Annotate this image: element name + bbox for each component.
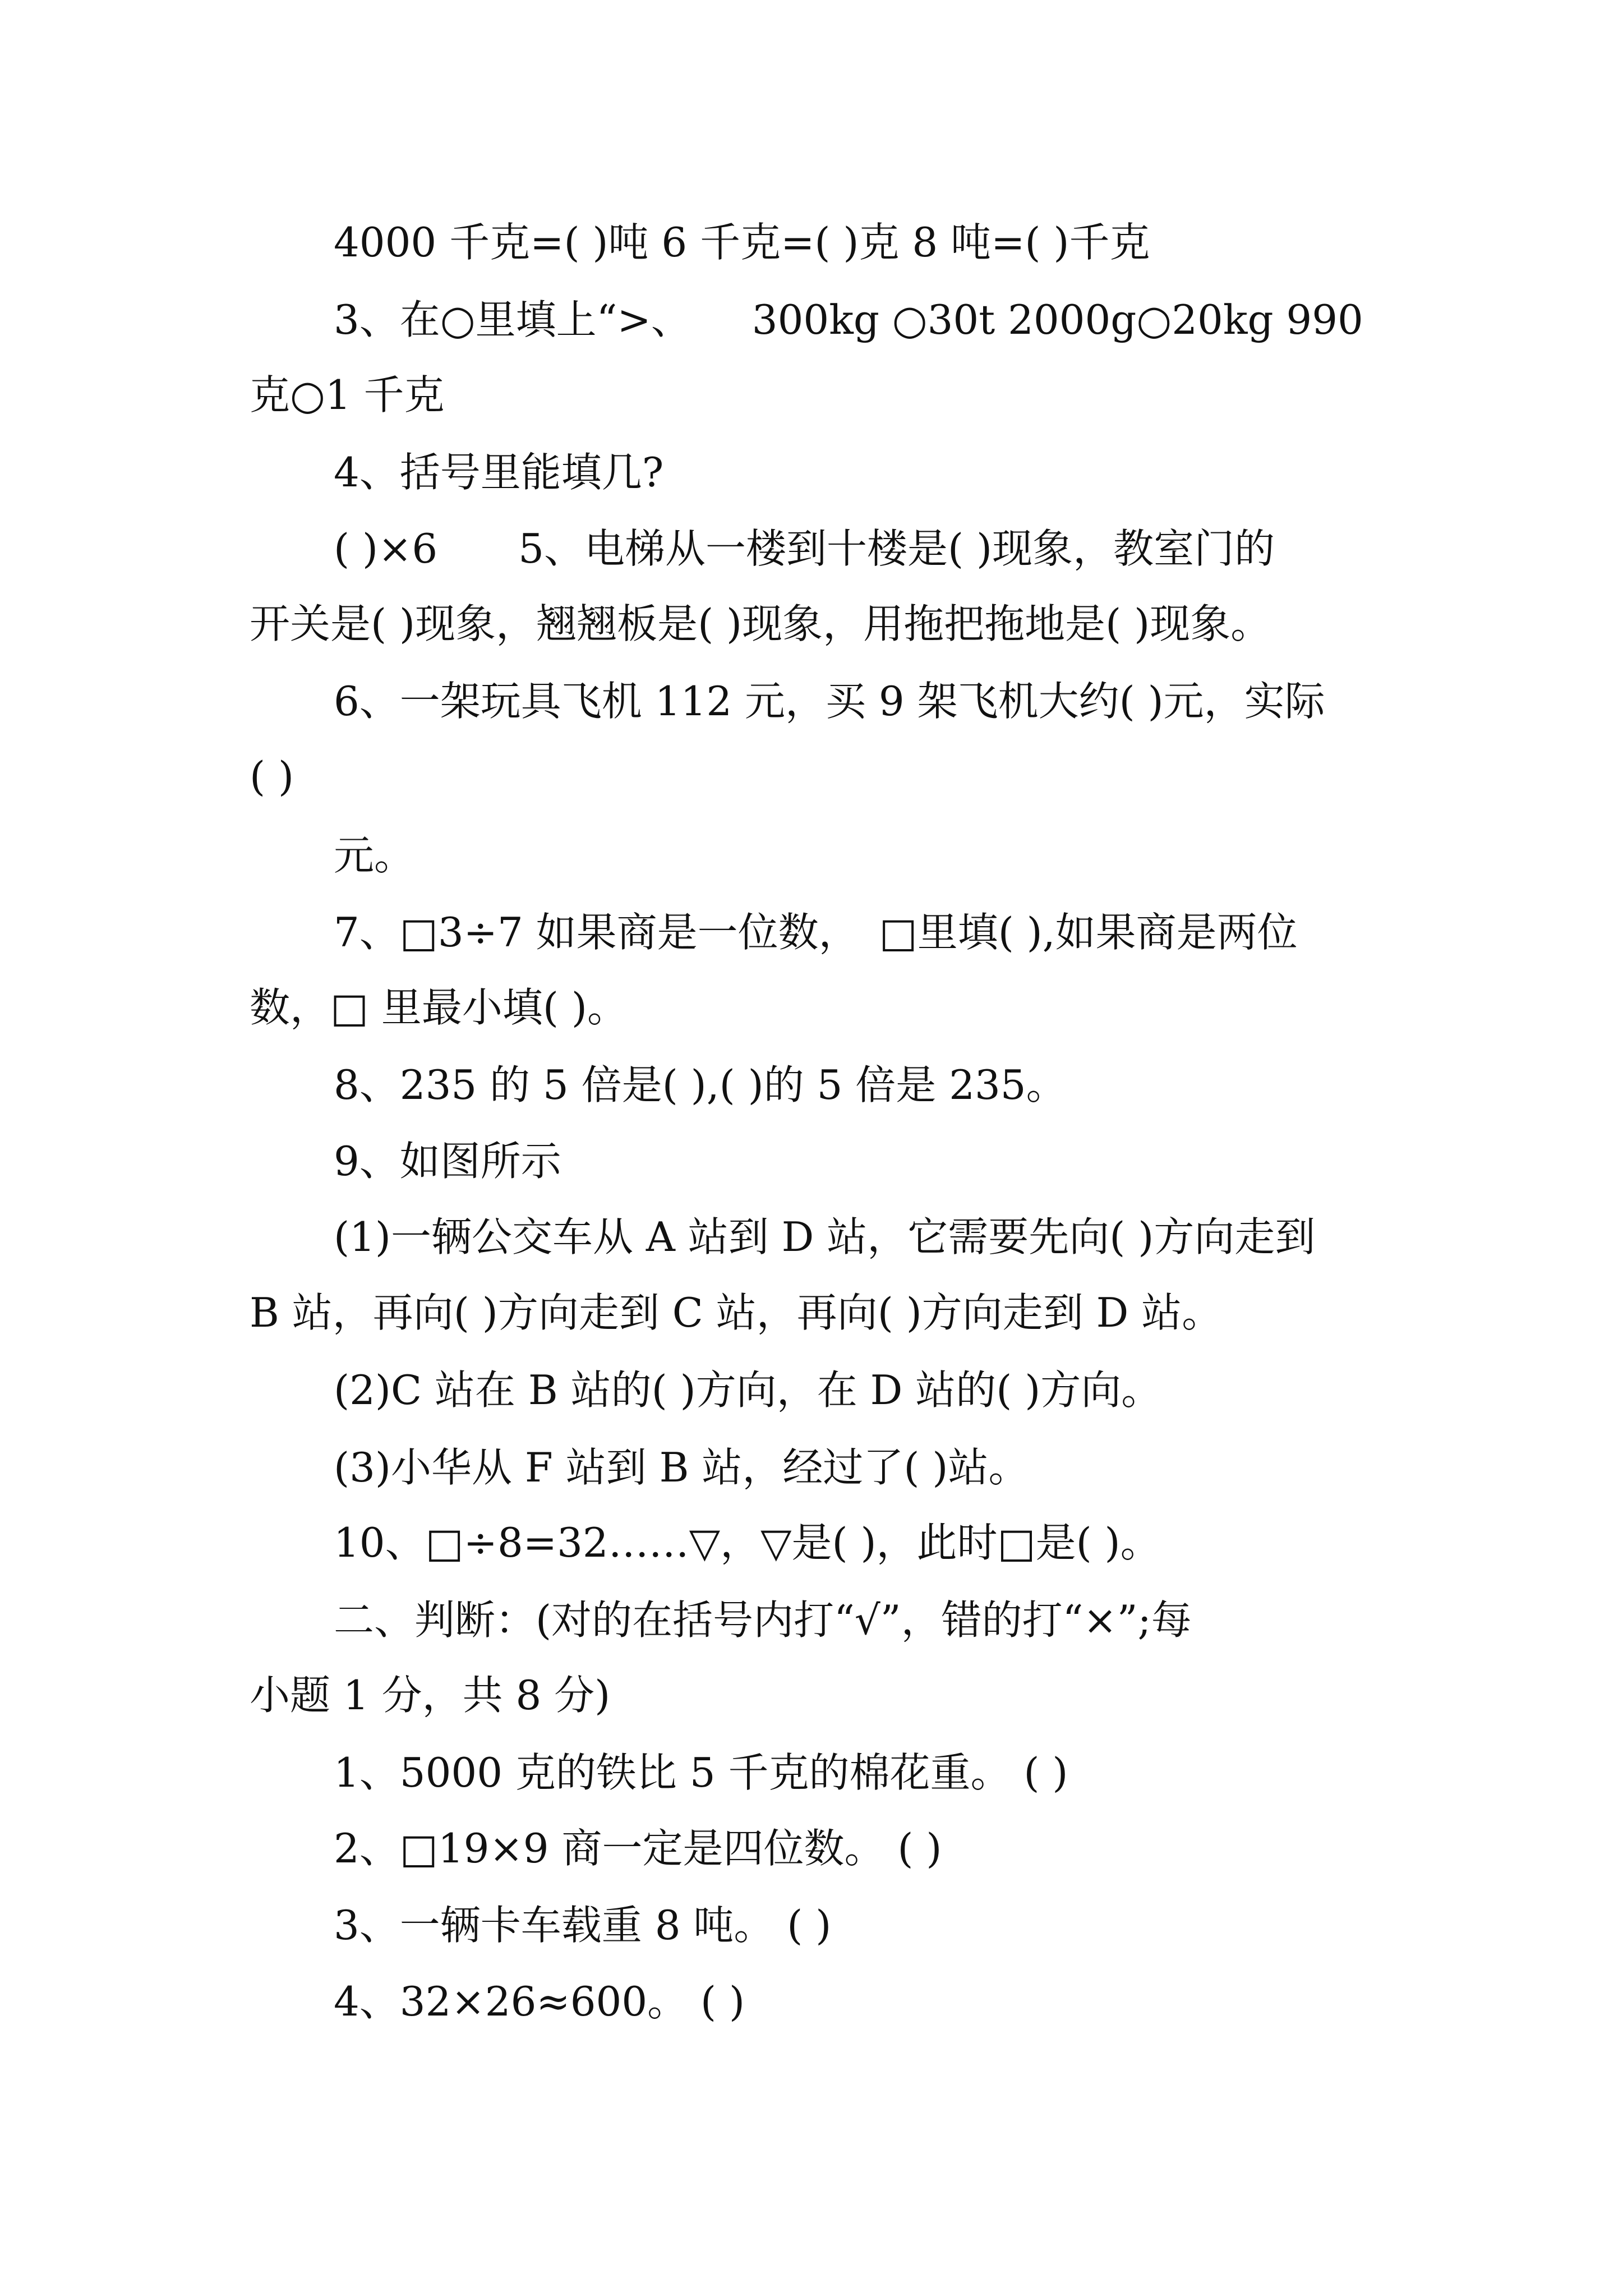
text-line-22: 2、□19×9 商一定是四位数。 ( ): [334, 1825, 942, 1872]
text-line-16: (2)C 站在 B 站的( )方向，在 D 站的( )方向。: [334, 1366, 1162, 1414]
text-line-24: 4、32×26≈600。 ( ): [334, 1978, 745, 2025]
text-line-7: 6、一架玩具飞机 112 元，买 9 架飞机大约( )元，实际: [334, 678, 1325, 725]
text-line-5: ( )×6 5、电梯从一楼到十楼是( )现象，教室门的: [334, 525, 1275, 572]
text-line-11: 数，□ 里最小填( )。: [250, 984, 628, 1031]
text-line-8: ( ): [250, 753, 294, 800]
text-line-10: 7、□3÷7 如果商是一位数， □里填( ),如果商是两位: [334, 909, 1298, 956]
text-line-4: 4、括号里能填几?: [334, 449, 664, 496]
text-line-15: B 站，再向( )方向走到 C 站，再向( )方向走到 D 站。: [250, 1289, 1223, 1336]
text-line-12: 8、235 的 5 倍是( ),( )的 5 倍是 235。: [334, 1061, 1067, 1108]
text-line-3: 克○1 千克: [250, 371, 445, 418]
text-line-20: 小题 1 分，共 8 分): [250, 1672, 611, 1719]
text-line-6: 开关是( )现象，翘翘板是( )现象，用拖把拖地是( )现象。: [250, 600, 1271, 647]
text-line-13: 9、如图所示: [334, 1138, 561, 1185]
text-line-21: 1、5000 克的铁比 5 千克的棉花重。 ( ): [334, 1749, 1068, 1796]
text-line-23: 3、一辆卡车载重 8 吨。 ( ): [334, 1902, 832, 1949]
text-line-9: 元。: [334, 832, 415, 879]
text-line-18: 10、□÷8=32……▽，▽是( )，此时□是( )。: [334, 1519, 1161, 1566]
text-line-19: 二、判断：(对的在括号内打“√”，错的打“×”;每: [334, 1596, 1192, 1644]
text-line-2: 3、在○里填上“>、 300kg ○30t 2000g○20kg 990: [334, 296, 1363, 343]
text-line-14: (1)一辆公交车从 A 站到 D 站，它需要先向( )方向走到: [334, 1213, 1316, 1260]
text-line-1: 4000 千克=( )吨 6 千克=( )克 8 吨=( )千克: [334, 219, 1150, 266]
text-line-17: (3)小华从 F 站到 B 站，经过了( )站。: [334, 1444, 1029, 1491]
